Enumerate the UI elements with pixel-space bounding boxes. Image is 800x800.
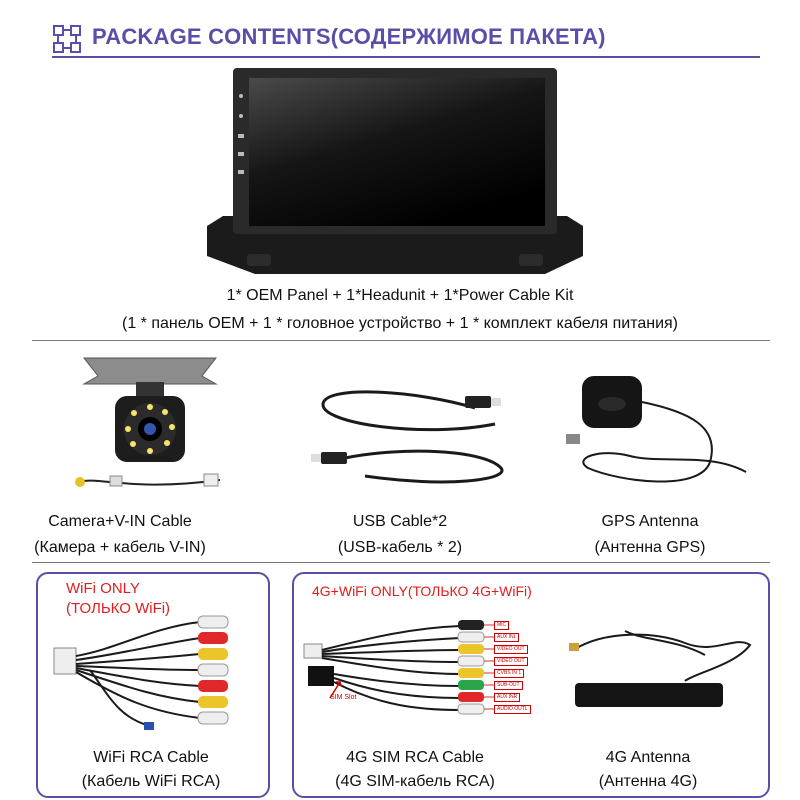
4g-wifi-label: 4G+WiFi ONLY(ТОЛЬКО 4G+WiFi) [312, 583, 532, 599]
camera-caption-1: Camera+V-IN Cable [48, 513, 192, 530]
port-tag: SUB-OUT [494, 681, 523, 690]
title-underline [52, 56, 760, 58]
sim-slot-label: SIM Slot [330, 694, 357, 701]
headunit-image [205, 66, 585, 278]
usb-cable-image [305, 380, 515, 490]
4g-rca-caption-2: (4G SIM-кабель RCA) [335, 773, 495, 790]
camera-caption-2: (Камера + кабель V-IN) [34, 539, 206, 556]
package-grid-icon [52, 24, 82, 54]
wifi-rca-caption-2: (Кабель WiFi RCA) [81, 773, 221, 790]
4g-antenna-caption-2: (Антенна 4G) [598, 773, 698, 790]
camera-image [70, 352, 230, 502]
usb-caption-2: (USB-кабель * 2) [337, 539, 463, 556]
4g-rca-caption-1: 4G SIM RCA Cable [346, 749, 484, 766]
headunit-caption-1: 1* OEM Panel + 1*Headunit + 1*Power Cable Kit [226, 287, 574, 304]
port-tag: VIDEO OUT [494, 645, 528, 654]
divider [32, 562, 770, 563]
wifi-rca-caption-1: WiFi RCA Cable [93, 749, 209, 766]
divider [32, 340, 770, 341]
4g-antenna-caption-1: 4G Antenna [605, 749, 691, 766]
port-tag: AUX INL [494, 633, 519, 642]
gps-caption-2: (Антенна GPS) [594, 539, 706, 556]
page-title: PACKAGE CONTENTS(СОДЕРЖИМОЕ ПАКЕТА) [92, 24, 606, 49]
usb-caption-1: USB Cable*2 [352, 513, 448, 530]
port-tag: AUX INR [494, 693, 520, 702]
port-tag: VIDEO OUT [494, 657, 528, 666]
wifi-only-label: WiFi ONLY [66, 580, 140, 597]
port-tag: MIC [494, 621, 509, 630]
wifi-only-label-ru: (ТОЛЬКО WiFi) [66, 600, 171, 617]
4g-antenna-image [565, 625, 755, 715]
gps-antenna-image [560, 372, 750, 502]
gps-caption-1: GPS Antenna [601, 513, 699, 530]
wifi-rca-cable-image [50, 608, 250, 733]
port-tag: AUDIO OUTL [494, 705, 531, 714]
headunit-caption-2: (1 * панель OEM + 1 * головное устройство + 1 * комплект кабеля питания) [121, 315, 678, 332]
port-tag: CVBS IN 1 [494, 669, 524, 678]
